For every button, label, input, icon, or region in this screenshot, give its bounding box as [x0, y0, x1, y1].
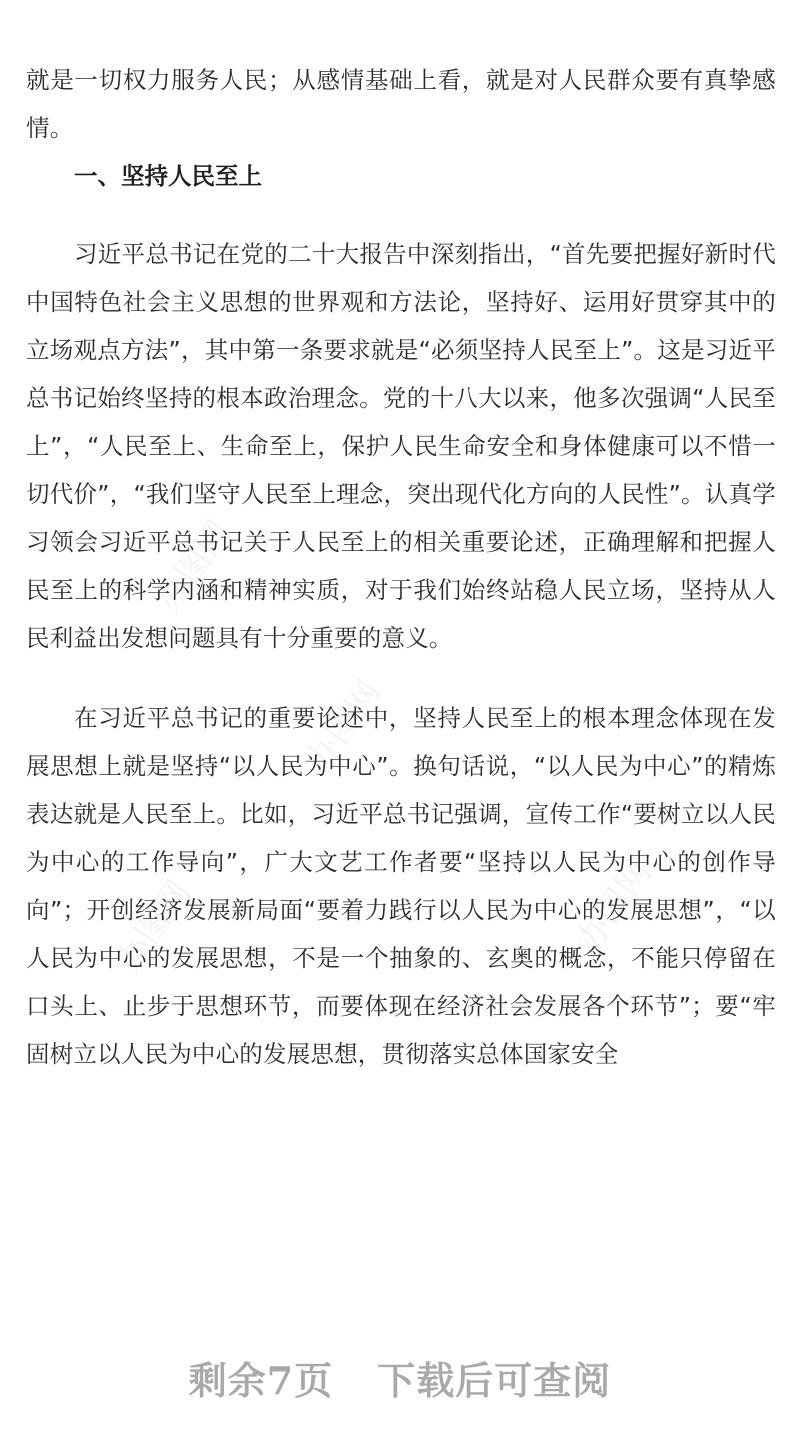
remaining-pages-label: 剩余7页	[188, 1357, 334, 1403]
paragraph: 习近平总书记在党的二十大报告中深刻指出，“首先要把握好新时代中国特色社会主义思想的世界观和方法论，坚持好、运用好贯穿其中的立场观点方法”，其中第一条要求就是“必须坚持人民至上”。这是习近平总书记始终坚持的根本政治理念。党的十八大以来，他多次强调“人民至上”，“人民至上、生命至上，保护人民生命安全和身体健康可以不惜一切代价”，“我们坚守人民至上理念，突出现代化方向的人民性”。认真学习领会习近平总书记关于人民至上的相关重要论述，正确理解和把握人民至上的科学内涵和精神实质，对于我们始终站稳人民立场，坚持从人民利益出发想问题具有十分重要的意义。	[26, 240, 776, 652]
download-to-view-label[interactable]: 下载后可查阅	[377, 1357, 612, 1403]
watermark: 办图网	[298, 673, 390, 780]
paragraph: 在习近平总书记的重要论述中，坚持人民至上的根本理念体现在发展思想上就是坚持“以人民为中心”。换句话说，“以人民为中心”的精炼表达就是人民至上。比如，习近平总书记强调，宣传工作“要树立以人民为中心的工作导向”，广大文艺工作者要“坚持以人民为中心的创作导向”；开创经济发展新局面“要着力践行以人民为中心的发展思想”，“以人民为中心的发展思想，不是一个抽象的、玄奥的概念，不能只停留在口头上、止步于思想环节，而要体现在经济社会发展各个环节”；要“牢固树立以人民为中心的发展思想，贯彻落实总体国家安全	[26, 704, 776, 1068]
download-banner[interactable]	[0, 1345, 800, 1409]
section-heading: 一、坚持人民至上	[74, 162, 262, 190]
watermark: 办图网	[148, 513, 240, 620]
document-body	[26, 56, 776, 1078]
watermark: 办图网	[108, 873, 200, 980]
paragraph-continued: 就是一切权力服务人民；从感情基础上看，就是对人民群众要有真挚感情。	[26, 66, 776, 142]
watermark: 办图网	[568, 853, 660, 960]
